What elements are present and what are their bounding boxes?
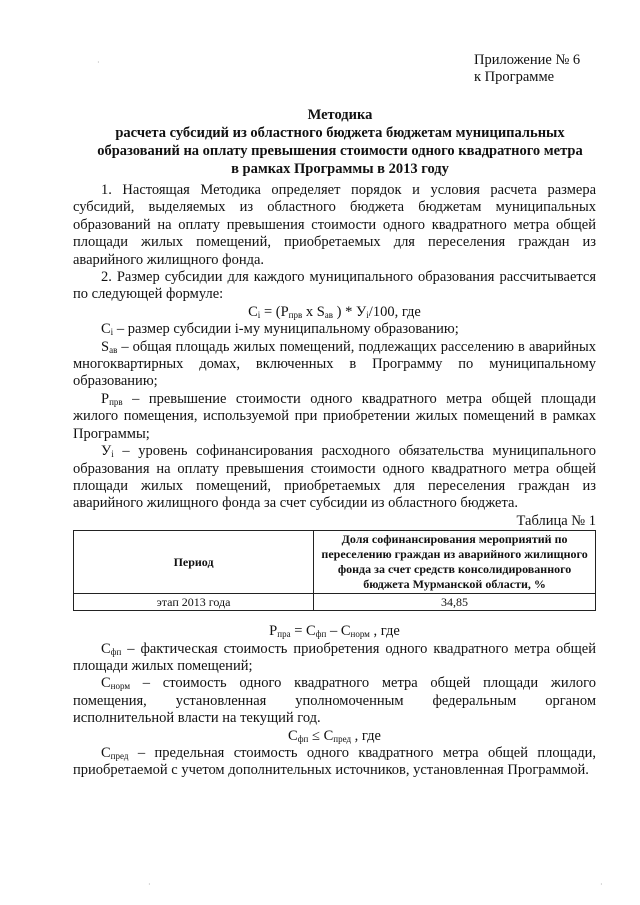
definition-cfp: $C_{фп}$ – фактическая стоимость приобретения одного квадратного метра общей площади жилых помещений; [73,640,596,674]
cofinancing-table [73,530,596,611]
title-line-4: в рамках Программы в 2013 году [231,161,449,177]
paragraph-2: 2. Размер субсидии для каждого муниципального образования рассчитывается по следующей формуле: [73,269,596,303]
header-share: Доля софинансирования мероприятий по переселению граждан из аварийного жилищного фонда за счет средств консолидированного бюджета Мурманской области, % [314,531,596,594]
header-period: Период [74,531,314,594]
scan-speck: · [148,880,151,889]
document-title [60,106,620,178]
definition-yi: $У_i$ – уровень софинансирования расходного обязательства муниципального образования на оплату превышения стоимости одного квадратного метра общей площади жилых помещений, приобретаемых для переселения граждан из аварийного жилищного фонда за счет субсидии из областного бюджета. [73,443,596,512]
cell-period: этап 2013 года [74,594,314,611]
formula-excess: $P_{пра} = C_{фп} - C_{норм}$ , где [269,623,400,640]
title-line-2: расчета субсидий из областного бюджета бюджетам муниципальных [115,125,565,141]
scan-speck: · [97,58,100,67]
definition-cpred: $C_{пред}$ – предельная стоимость одного квадратного метра общей площади, приобретаемой с учетом дополнительных источников, установленная Программой. [73,744,596,779]
document-body [73,182,596,780]
definition-sav: $S_{ав}$ – общая площадь жилых помещений, подлежащих расселению в аварийных многоквартирных домах, включенных в Программу по муниципальному образованию; [73,338,596,390]
scan-speck: · [600,880,603,889]
formula-limit: $C_{фп} \le C_{пред}$ , где [288,727,381,744]
definition-prv: $P_{прв}$ – превышение стоимости одного квадратного метра общей площади жилого помещения, используемой при приобретении жилых помещений в рамках Программы; [73,390,596,442]
spacer [73,611,596,623]
definition-cnorm: $C_{норм}$ – стоимость одного квадратного метра общей площади жилого помещения, установленная уполномоченным федеральным органом исполнительной власти на текущий год. [73,675,596,727]
title-line-3: образований на оплату превышения стоимости одного квадратного метра [97,143,583,159]
title-line-1: Методика [307,107,373,123]
definition-ci: $C_i$ – размер субсидии i-му муниципальному образованию; [101,321,459,338]
cell-share: 34,85 [314,594,596,611]
table-caption: Таблица № 1 [516,512,596,529]
table-header-row [74,531,596,594]
paragraph-1: 1. Настоящая Методика определяет порядок и условия расчета размера субсидий, выделяемых из областного бюджета бюджетам муниципальных образований на оплату превышения стоимости одного квадратного метра общей площади жилых помещений, приобретаемых для переселения граждан из аварийного жилищного фонда. [73,182,596,268]
appendix-number: Приложение № 6 [474,52,581,68]
table-row [74,594,596,611]
appendix-program: к Программе [474,69,555,85]
formula-subsidy: $C_i = (P_{прв}$ x $S_{ав}$ ) * $У_i/100$, где [248,303,421,320]
appendix-heading [474,52,580,86]
